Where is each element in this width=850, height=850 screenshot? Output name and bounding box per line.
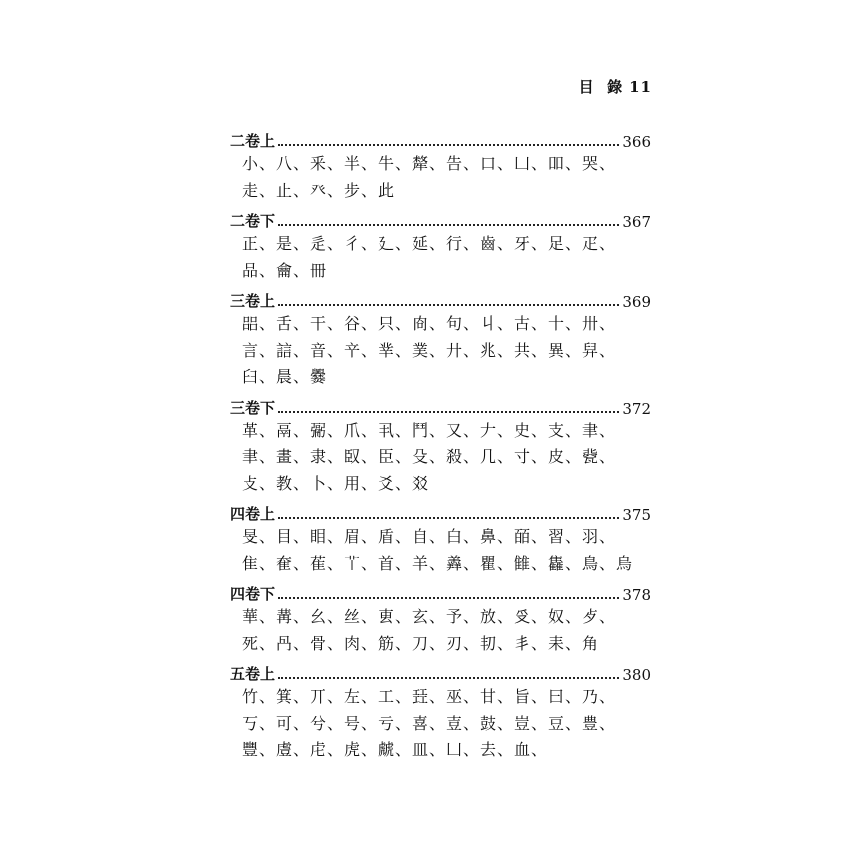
toc-entry	[230, 204, 651, 284]
dot-leader	[278, 143, 619, 146]
header-title: 目 錄	[578, 78, 624, 96]
toc-entry-page: 367	[622, 213, 651, 231]
dot-leader	[278, 303, 619, 306]
dot-leader	[278, 223, 619, 226]
toc-entry	[230, 391, 651, 498]
toc-entry-characters: 小、八、釆、半、牛、犛、告、口、凵、吅、哭、走、止、癶、步、此	[242, 154, 617, 200]
toc-entry-characters: 旻、目、䀠、眉、盾、自、白、鼻、皕、習、羽、隹、奞、萑、𦫳、首、羊、羴、瞿、雔、雥、鳥、烏	[242, 527, 634, 573]
toc-entry-heading	[230, 204, 651, 231]
toc-entry-heading	[230, 497, 651, 524]
toc-entry-title: 四卷下	[230, 585, 276, 603]
toc-entry-title: 二卷上	[230, 132, 276, 150]
toc-entry-page: 378	[622, 586, 651, 604]
toc-entry-page: 375	[622, 506, 651, 524]
toc-entry-title: 四卷上	[230, 505, 276, 523]
toc-entry-page: 369	[622, 293, 651, 311]
toc-entry	[230, 284, 651, 391]
toc-entry-page: 380	[622, 666, 651, 684]
toc-entry-heading	[230, 391, 651, 418]
toc-entry-heading	[230, 657, 651, 684]
toc-entry	[230, 657, 651, 764]
dot-leader	[278, 676, 619, 679]
toc-entry-characters: 革、鬲、䰜、爪、丮、鬥、又、𠂇、史、支、聿、聿、畫、隶、臤、臣、殳、殺、几、寸、皮、㼱、攴、教、卜、用、爻、㸚	[242, 420, 617, 493]
dot-leader	[278, 596, 619, 599]
dot-leader	[278, 410, 619, 413]
table-of-contents	[230, 124, 651, 764]
toc-entry-heading	[230, 577, 651, 604]
header-page-number: 11	[629, 78, 652, 96]
toc-entry-page: 372	[622, 399, 651, 418]
running-header	[579, 76, 652, 97]
toc-entry-title: 二卷下	[230, 212, 276, 230]
toc-entry	[230, 577, 651, 657]
toc-entry	[230, 497, 651, 577]
toc-entry-title: 三卷下	[230, 398, 276, 417]
toc-entry-title: 五卷上	[230, 665, 276, 683]
toc-entry-heading	[230, 284, 651, 311]
toc-entry-heading	[230, 124, 651, 151]
toc-entry	[230, 124, 651, 204]
toc-entry-characters: 華、冓、幺、丝、叀、玄、予、放、𠬪、奴、歺、死、冎、骨、肉、筋、刀、刃、㓞、丯、耒、角	[242, 607, 617, 653]
dot-leader	[278, 516, 619, 519]
toc-entry-characters: 正、是、辵、彳、廴、延、行、齒、牙、足、疋、品、龠、冊	[242, 234, 617, 280]
toc-entry-characters: 㗊、舌、干、谷、只、㕯、句、丩、古、十、卅、言、誩、音、䇂、丵、菐、廾、兆、共、異、舁、臼、晨、爨	[242, 314, 617, 386]
toc-entry-title: 三卷上	[230, 292, 276, 310]
toc-entry-page: 366	[622, 133, 651, 151]
toc-entry-characters: 竹、箕、丌、左、工、㠭、巫、甘、旨、曰、乃、丂、可、兮、号、亏、喜、壴、鼓、豈、豆、豊、豐、䖒、虍、虎、虤、皿、凵、去、血、	[242, 687, 617, 759]
